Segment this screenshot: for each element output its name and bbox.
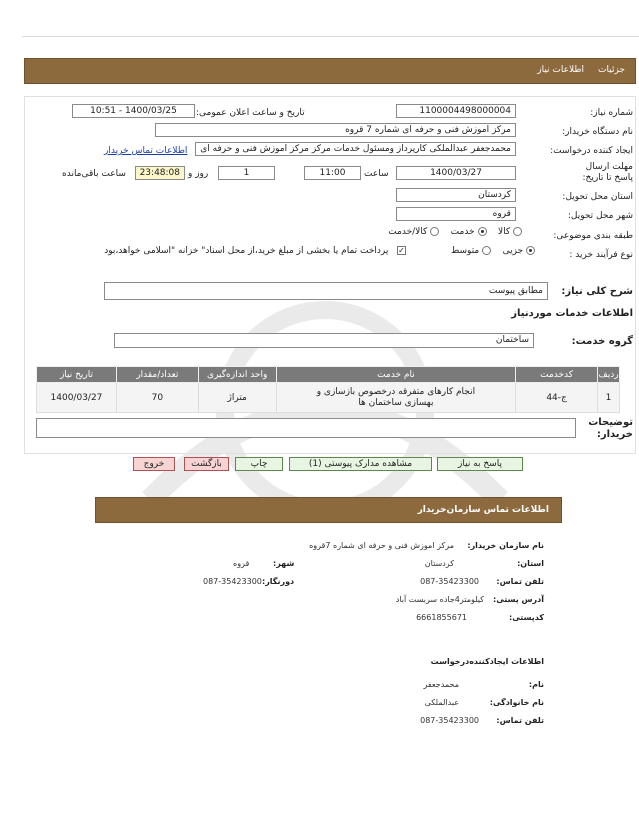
category-option-goods: کالا	[497, 227, 511, 237]
print-button[interactable]: چاپ	[235, 457, 283, 471]
col-unit: واحد اندازه‌گیری	[198, 367, 276, 383]
col-row: ردیف	[598, 367, 620, 383]
requester-family-label: نام خانوادگی:	[489, 698, 544, 707]
contact-province-value: کردستان	[424, 559, 454, 568]
announce-value: 1400/03/25 - 10:51	[72, 104, 195, 118]
buyer-org-value: مرکز اموزش فنی و حرفه ای شماره 7 قروه	[155, 123, 516, 137]
cell-service-code: ج-44	[516, 383, 598, 413]
requester-heading: اطلاعات ایجادکننده‌درخواست	[430, 657, 544, 666]
time-remaining-label: ساعت باقی‌مانده	[62, 169, 126, 179]
need-number-value: 1100004498000004	[396, 104, 516, 118]
col-service-code: کدخدمت	[516, 367, 598, 383]
contact-heading: اطلاعات تماس سازمان‌خریدار	[417, 505, 549, 515]
time-remaining-value: 23:48:08	[135, 166, 185, 180]
summary-label: شرح کلی نیاز:	[561, 286, 633, 297]
contact-org-label: نام سازمان خریدار:	[467, 541, 544, 550]
requester-phone-label: تلفن تماس:	[496, 716, 544, 725]
city-label: شهر محل تحویل:	[567, 211, 633, 221]
creator-label: ایجاد کننده درخواست:	[550, 146, 633, 156]
deadline-time-label: ساعت	[364, 169, 389, 179]
cell-need-date: 1400/03/27	[37, 383, 117, 413]
header-tabs	[537, 65, 625, 75]
tab-details[interactable]: جزئیات	[598, 65, 625, 75]
process-option-minor: جزیی	[502, 246, 524, 256]
contact-city-label: شهر:	[273, 559, 295, 568]
tab-need-info[interactable]: اطلاعات نیاز	[537, 65, 585, 75]
days-label: روز و	[188, 169, 209, 179]
services-table	[36, 366, 620, 413]
contact-city-value: قروه	[233, 559, 250, 568]
view-attachments-button[interactable]: مشاهده مدارک پیوستی (1)	[289, 457, 432, 471]
table-row	[37, 383, 620, 413]
contact-fax-label: دورنگار:	[262, 577, 295, 586]
payment-note-row	[66, 246, 406, 260]
process-radio-group	[410, 246, 535, 260]
reply-button[interactable]: پاسخ به نیاز	[437, 457, 523, 471]
process-label: نوع فرآیند خرید :	[569, 250, 633, 260]
cell-unit: متراژ	[198, 383, 276, 413]
back-button[interactable]: بازگشت	[184, 457, 229, 471]
province-value: کردستان	[396, 188, 516, 202]
contact-address-value: کیلومتر4جاده سربست آباد	[395, 595, 484, 604]
contact-org-value: مرکز اموزش فنی و حرفه ای شماره 7قروه	[309, 541, 454, 550]
province-label: استان محل تحویل:	[562, 192, 633, 202]
cell-service-name: انجام کارهای متفرقه درخصوص بازسازی و بهسازی ساختمان ها	[276, 383, 516, 413]
requester-phone-value: 087-35423300	[420, 716, 479, 725]
table-header-row	[37, 367, 620, 383]
payment-note: پرداخت تمام یا بخشی از مبلغ خرید،از محل اسناد" خزانه "اسلامی خواهد،بود	[104, 246, 389, 256]
col-need-date: تاریخ نیاز	[37, 367, 117, 383]
buyer-notes-label: توضیحات خریدار:	[588, 417, 633, 440]
city-value: قروه	[396, 207, 516, 221]
requester-name-value: محمدجعفر	[423, 680, 459, 689]
deadline-label: مهلت ارسال پاسخ تا تاریخ:	[582, 162, 633, 183]
treasury-payment-checkbox[interactable]: ✓	[398, 246, 405, 255]
contact-postal-value: 6661855671	[416, 613, 467, 622]
top-divider	[22, 36, 639, 37]
service-group-label: گروه خدمت:	[571, 336, 633, 347]
service-group-value: ساختمان	[114, 333, 534, 348]
category-radio-goods-service[interactable]	[430, 227, 439, 236]
announce-label: تاریخ و ساعت اعلان عمومی:	[196, 108, 305, 118]
process-option-medium: متوسط	[450, 246, 480, 256]
contact-postal-label: کدپستی:	[509, 613, 544, 622]
requester-family-value: عبدالملکی	[424, 698, 459, 707]
category-option-service: خدمت	[450, 227, 475, 237]
col-service-name: نام خدمت	[276, 367, 516, 383]
deadline-date: 1400/03/27	[396, 166, 516, 180]
col-quantity: تعداد/مقدار	[116, 367, 198, 383]
summary-value: مطابق پیوست	[104, 282, 548, 300]
page-header-bar	[24, 58, 636, 84]
deadline-time: 11:00	[304, 166, 361, 180]
contact-address-label: آدرس پستی:	[493, 595, 544, 604]
services-heading: اطلاعات خدمات موردنیاز	[511, 308, 633, 319]
contact-fax-value: 087-35423300	[203, 577, 262, 586]
days-remaining-value: 1	[218, 166, 275, 180]
contact-phone-value: 087-35423300	[420, 577, 479, 586]
contact-province-label: استان:	[517, 559, 544, 568]
category-radio-service[interactable]	[478, 227, 487, 236]
process-radio-medium[interactable]	[482, 246, 491, 255]
process-radio-minor[interactable]	[526, 246, 535, 255]
contact-phone-label: تلفن تماس:	[496, 577, 544, 586]
category-radio-group	[350, 227, 522, 241]
category-radio-goods[interactable]	[513, 227, 522, 236]
category-option-goods-service: کالا/خدمت	[388, 227, 428, 237]
category-label: طبقه بندی موضوعی:	[553, 231, 633, 241]
cell-row: 1	[598, 383, 620, 413]
buyer-notes-box	[36, 418, 576, 438]
contact-header-bar	[95, 497, 562, 523]
buyer-org-label: نام دستگاه خریدار:	[562, 127, 633, 137]
buyer-contact-link[interactable]: اطلاعات تماس خریدار	[104, 146, 188, 156]
exit-button[interactable]: خروج	[133, 457, 175, 471]
cell-quantity: 70	[116, 383, 198, 413]
need-number-label: شماره نیاز:	[590, 108, 633, 118]
requester-name-label: نام:	[528, 680, 544, 689]
creator-value: محمدجعفر عبدالملکی کارپرداز ومسئول خدمات مرکز مرکز اموزش فنی و حرفه ای	[195, 142, 516, 156]
